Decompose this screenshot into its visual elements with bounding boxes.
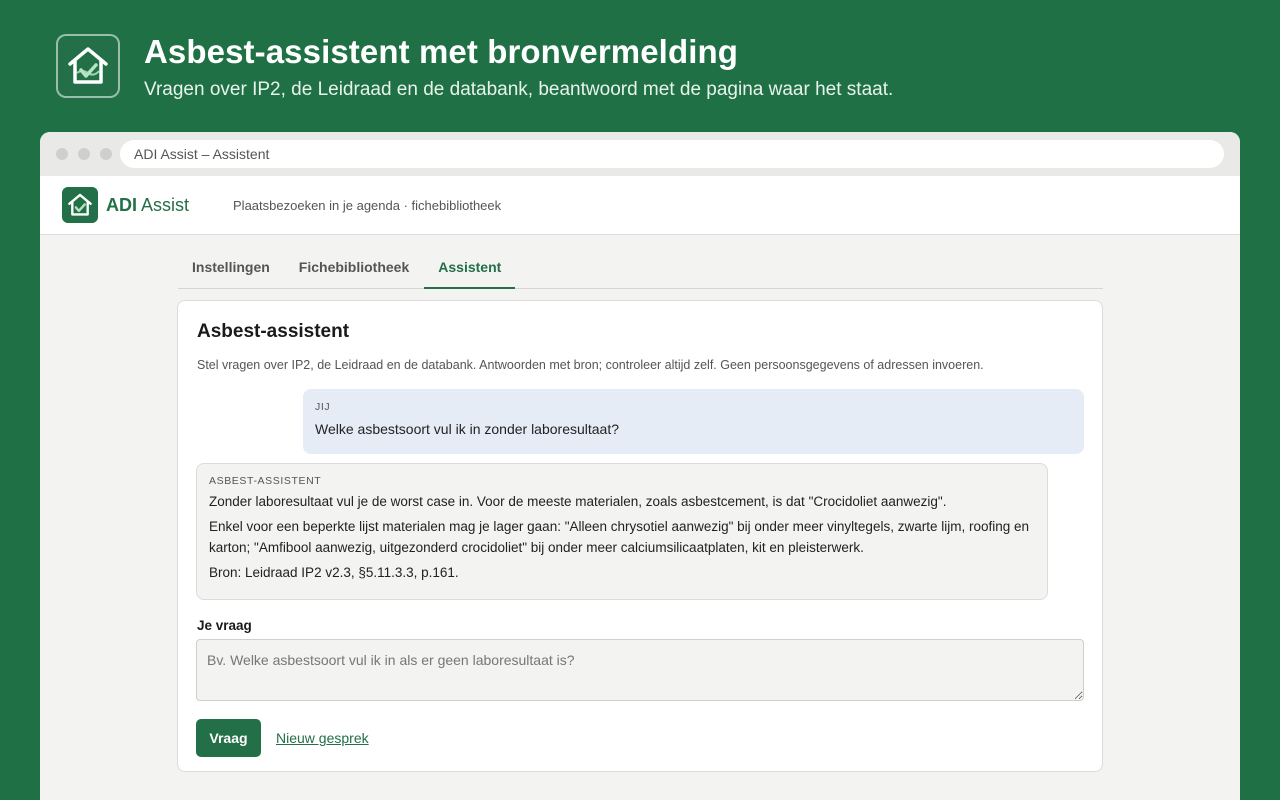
browser-window xyxy=(40,132,1240,800)
hero-header xyxy=(56,34,893,98)
window-close-dot[interactable] xyxy=(56,148,68,160)
user-message xyxy=(303,389,1084,454)
ask-button[interactable]: Vraag xyxy=(196,719,261,757)
app-tagline: Plaatsbezoeken in je agenda · fichebibliotheek xyxy=(233,197,502,213)
assistant-title: Asbest-assistent xyxy=(197,321,350,342)
hero-title: Asbest-assistent met bronvermelding xyxy=(144,33,738,70)
tab-instellingen[interactable]: Instellingen xyxy=(192,259,270,275)
tab-assistent[interactable]: Assistent xyxy=(424,244,515,289)
window-maximize-dot[interactable] xyxy=(100,148,112,160)
house-check-icon xyxy=(56,34,120,98)
address-bar[interactable]: ADI Assist – Assistent xyxy=(120,140,1224,168)
message-source: Bron: Leidraad IP2 v2.3, §5.11.3.3, p.161. xyxy=(209,565,459,580)
question-input[interactable] xyxy=(196,639,1084,701)
message-text: Welke asbestsoort vul ik in zonder laboresultaat? xyxy=(315,421,620,437)
message-author: ASBEST-ASSISTENT xyxy=(209,475,322,487)
assistant-message xyxy=(196,463,1048,600)
window-minimize-dot[interactable] xyxy=(78,148,90,160)
app-brand[interactable] xyxy=(106,195,189,216)
hero-subtitle: Vragen over IP2, de Leidraad en de databank, beantwoord met de pagina waar het staat. xyxy=(144,79,894,100)
assistant-card xyxy=(177,300,1103,772)
brand-rest: Assist xyxy=(137,194,190,215)
brand-bold: ADI xyxy=(106,194,137,215)
app-logo-icon[interactable] xyxy=(62,187,98,223)
assistant-intro: Stel vragen over IP2, de Leidraad en de databank. Antwoorden met bron; controleer altijd zelf. Geen persoonsgegevens of adressen invoeren. xyxy=(197,358,984,372)
question-label: Je vraag xyxy=(197,618,252,633)
tab-bar xyxy=(178,244,1103,289)
message-paragraph: Enkel voor een beperkte lijst materialen mag je lager gaan: "Alleen chrysotiel aanwezig" bij onder meer vinyltegels, zwarte lijm, roofing en karton; "Amfibool aanwezig, uitgezonderd crocidoliet" bij onder meer calciumsilicaatplaten, kit en pleisterwerk. xyxy=(209,519,1029,555)
browser-chrome xyxy=(40,132,1240,176)
tab-fichebibliotheek[interactable]: Fichebibliotheek xyxy=(298,259,410,275)
message-paragraph: Zonder laboresultaat vul je de worst case in. Voor de meeste materialen, zoals asbestcement, is dat "Crocidoliet aanwezig". xyxy=(209,494,947,509)
new-chat-link[interactable]: Nieuw gesprek xyxy=(276,730,369,746)
message-author: JIJ xyxy=(315,401,331,413)
app-header xyxy=(40,176,1240,235)
